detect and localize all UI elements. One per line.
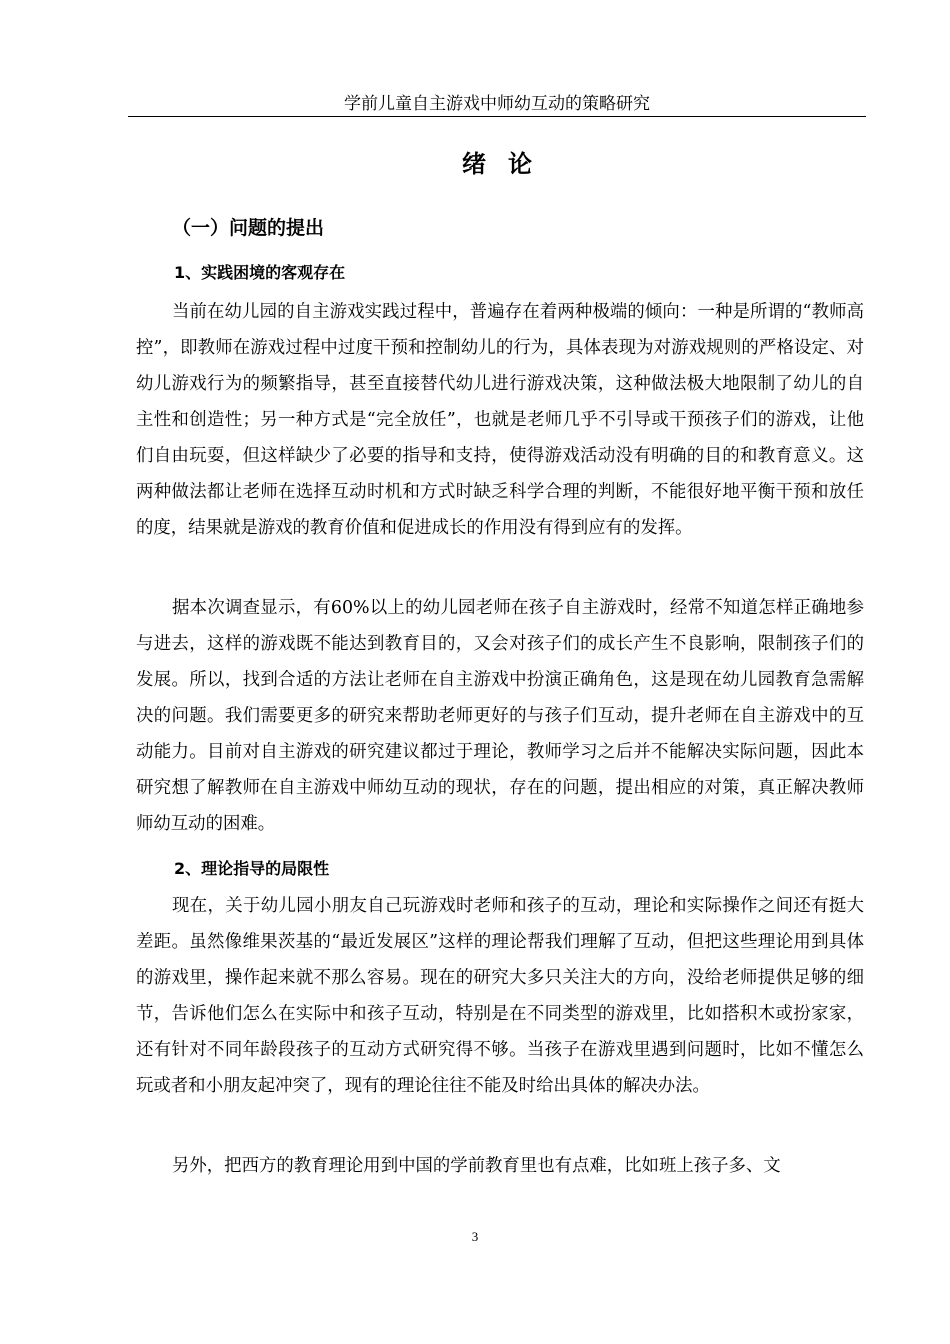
chapter-title: 绪论 (462, 150, 554, 178)
page-number: 3 (471, 1229, 479, 1244)
section-heading: （一）问题的提出 (172, 217, 325, 239)
body-paragraph: 另外，把西方的教育理论用到中国的学前教育里也有点难，比如班上孩子多、文 (172, 1156, 781, 1176)
body-paragraph: 现在，关于幼儿园小朋友自己玩游戏时老师和孩子的互动，理论和实际操作之间还有挺大差距。虽然像维果茨基的“最近发展区”这样的理论帮我们理解了互动，但把这些理论用到具体的游戏里，操作起来就不那么容易。现在的研究大多只关注大的方向，没给老师提供足够的细节，告诉他们怎么在实际中和孩子互动，特别是在不同类型的游戏里，比如搭积木或扮家家，还有针对不同年龄段孩子的互动方式研究得不够。当孩子在游戏里遇到问题时，比如不懂怎么玩或者和小朋友起冲突了，现有的理论往往不能及时给出具体的解决办法。 (136, 896, 864, 1096)
body-paragraph: 据本次调查显示，有60%以上的幼儿园老师在孩子自主游戏时，经常不知道怎样正确地参与进去，这样的游戏既不能达到教育目的，又会对孩子们的成长产生不良影响，限制孩子们的发展。所以，找到合适的方法让老师在自主游戏中扮演正确角色，这是现在幼儿园教育急需解决的问题。我们需要更多的研究来帮助老师更好的与孩子们互动，提升老师在自主游戏中的互动能力。目前对自主游戏的研究建议都过于理论，教师学习之后并不能解决实际问题，因此本研究想了解教师在自主游戏中师幼互动的现状，存在的问题，提出相应的对策，真正解决教师师幼互动的困难。 (136, 598, 864, 834)
subsection-heading-practice: 1、实践困境的客观存在 (174, 263, 346, 282)
subsection-heading-theory: 2、理论指导的局限性 (174, 859, 330, 878)
header-rule (128, 116, 866, 117)
body-paragraph: 当前在幼儿园的自主游戏实践过程中，普遍存在着两种极端的倾向：一种是所谓的“教师高控”，即教师在游戏过程中过度干预和控制幼儿的行为，具体表现为对游戏规则的严格设定、对幼儿游戏行为的频繁指导，甚至直接替代幼儿进行游戏决策，这种做法极大地限制了幼儿的自主性和创造性；另一种方式是“完全放任”，也就是老师几乎不引导或干预孩子们的游戏，让他们自由玩耍，但这样缺少了必要的指导和支持，使得游戏活动没有明确的目的和教育意义。这两种做法都让老师在选择互动时机和方式时缺乏科学合理的判断，不能很好地平衡干预和放任的度，结果就是游戏的教育价值和促进成长的作用没有得到应有的发挥。 (136, 302, 864, 538)
running-header: 学前儿童自主游戏中师幼互动的策略研究 (344, 94, 650, 114)
